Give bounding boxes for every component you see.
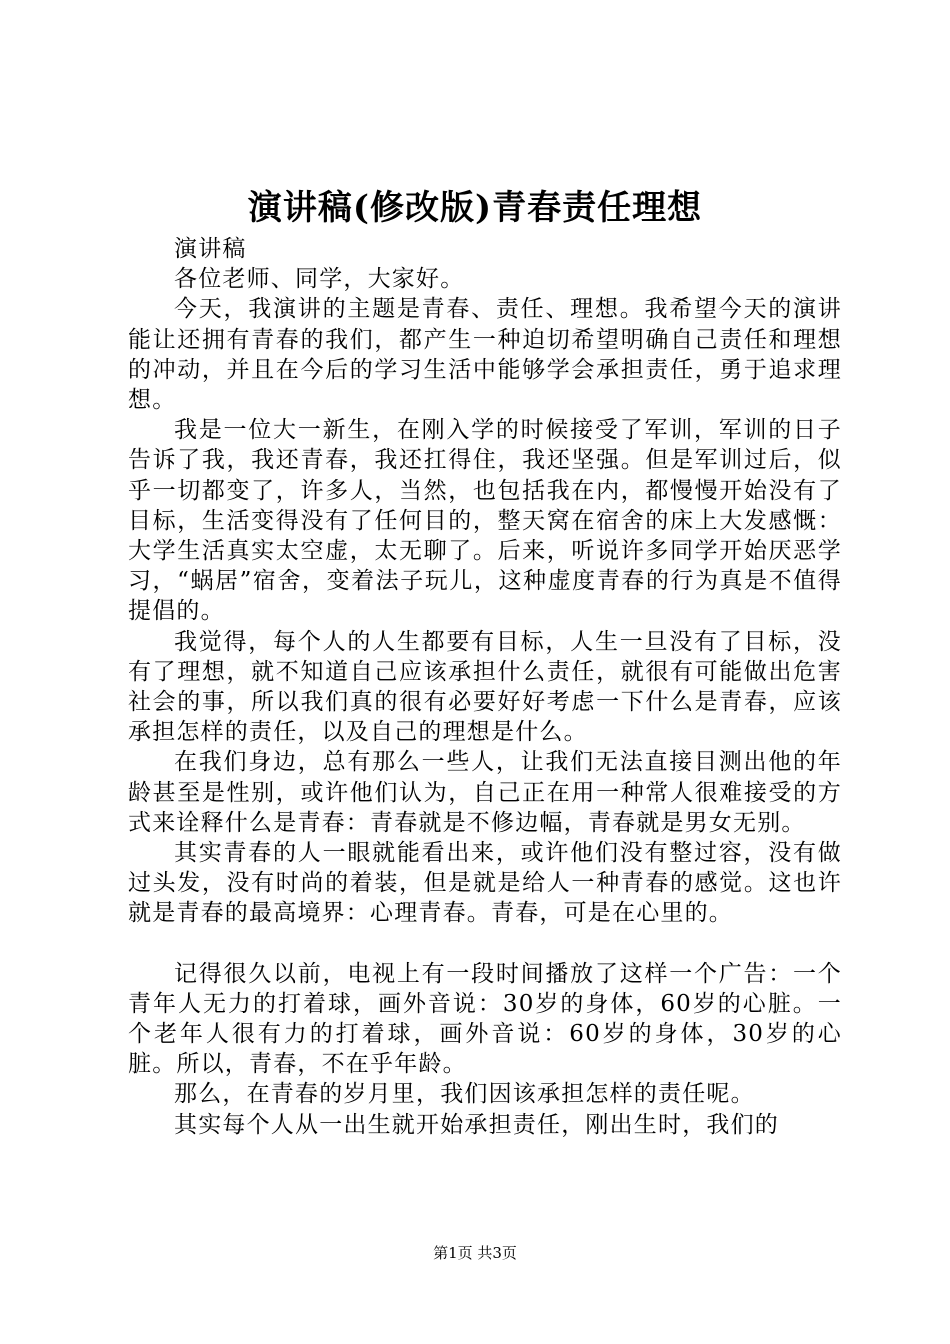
paragraph: 其实每个人从一出生就开始承担责任，刚出生时，我们的 — [174, 1111, 779, 1138]
paragraph: 我觉得，每个人的人生都要有目标，人生一旦没有了目标，没有了理想，就不知道自己应该承担什么责任，就很有可能做出危害社会的事，所以我们真的很有必要好好考虑一下什么是青春，应该承担怎样的责任，以及自己的理想是什么。 — [128, 628, 842, 746]
document-title: 演讲稿(修改版)青春责任理想 — [247, 188, 703, 228]
paragraph: 我是一位大一新生，在刚入学的时候接受了军训，军训的日子告诉了我，我还青春，我还扛得住，我还坚强。但是军训过后，似乎一切都变了，许多人，当然，也包括我在内，都慢慢开始没有了目标，生活变得没有了任何目的，整天窝在宿舍的床上大发感慨：大学生活真实太空虚，太无聊了。后来，听说许多同学开始厌恶学习，“蜗居”宿舍，变着法子玩儿，这种虚度青春的行为真是不值得提倡的。 — [128, 417, 842, 625]
paragraph: 各位老师、同学，大家好。 — [174, 266, 465, 293]
paragraph: 今天，我演讲的主题是青春、责任、理想。我希望今天的演讲能让还拥有青春的我们，都产生一种迫切希望明确自己责任和理想的冲动，并且在今后的学习生活中能够学会承担责任，勇于追求理想。 — [128, 296, 842, 414]
paragraph: 其实青春的人一眼就能看出来，或许他们没有整过容，没有做过头发，没有时尚的着装，但是就是给人一种青春的感觉。这也许就是青春的最高境界：心理青春。青春，可是在心里的。 — [128, 840, 842, 927]
paragraph: 记得很久以前，电视上有一段时间播放了这样一个广告：一个青年人无力的打着球，画外音说：30岁的身体，60岁的心脏。一个老年人很有力的打着球，画外音说：60岁的身体，30岁的心脏。所以，青春，不在乎年龄。 — [128, 960, 842, 1078]
paragraph: 那么，在青春的岁月里，我们因该承担怎样的责任呢。 — [174, 1081, 755, 1108]
paragraph: 演讲稿 — [174, 236, 247, 262]
paragraph: 在我们身边，总有那么一些人，让我们无法直接目测出他的年龄甚至是性别，或许他们认为，自己正在用一种常人很难接受的方式来诠释什么是青春：青春就是不修边幅，青春就是男女无别。 — [128, 749, 842, 836]
page-number-footer: 第1页 共3页 — [433, 1244, 517, 1262]
document-body — [128, 234, 842, 1140]
